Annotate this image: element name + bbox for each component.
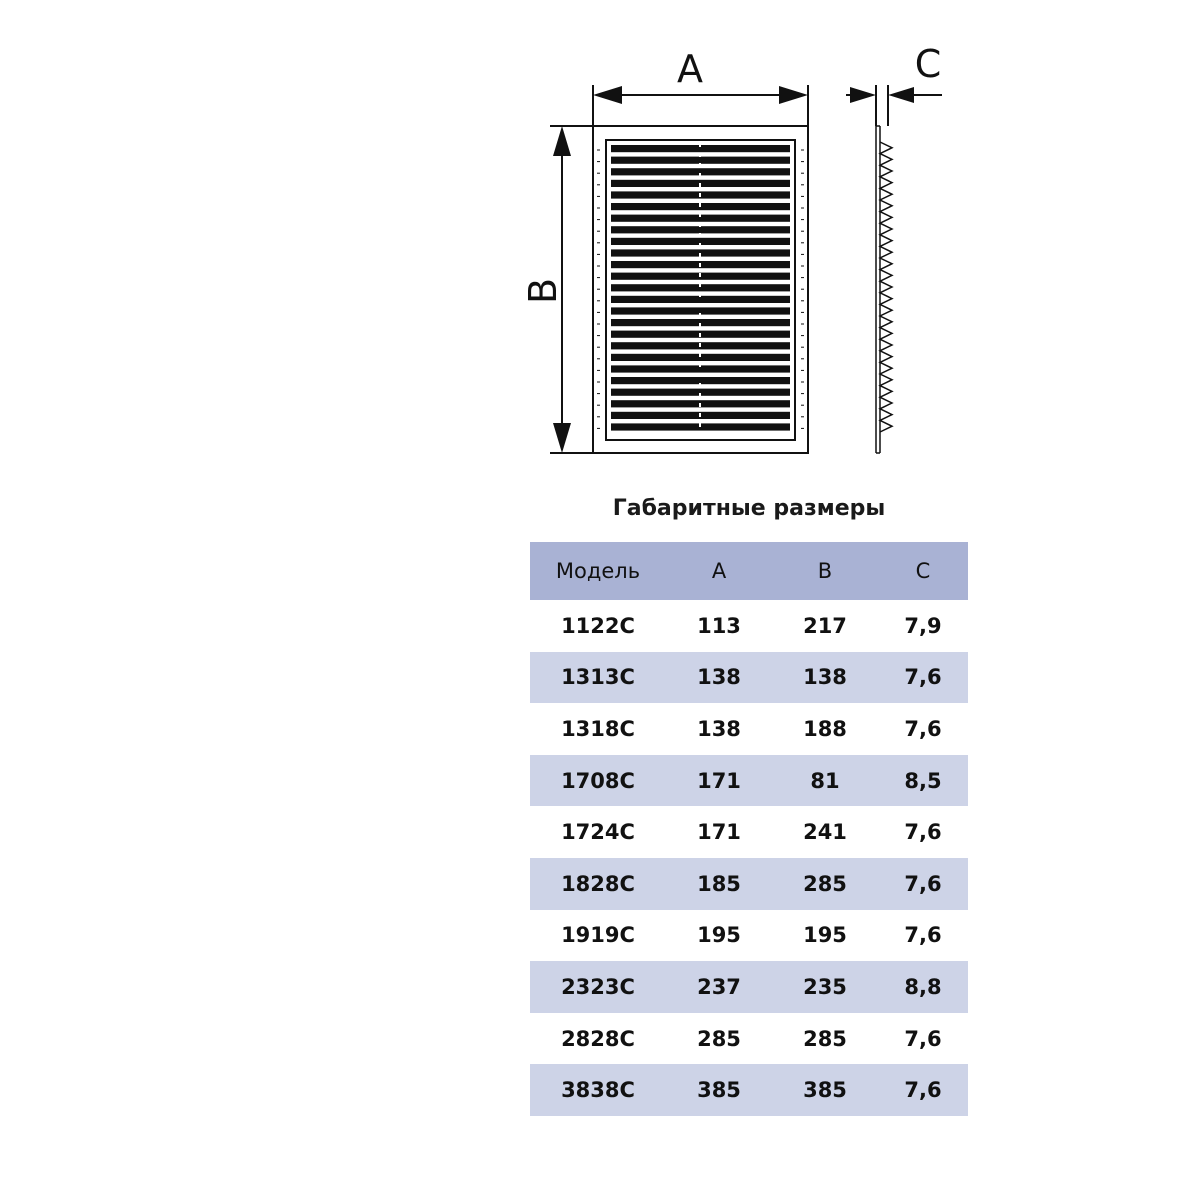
arrowhead-b-bottom: [553, 423, 571, 453]
table-row: [530, 858, 968, 910]
louver-slat: [611, 157, 790, 164]
cell-b: 138: [772, 652, 878, 704]
table-row: [530, 961, 968, 1013]
cell-c: 7,6: [878, 1064, 968, 1116]
header-a: A: [666, 542, 772, 600]
arrowhead-b-top: [553, 126, 571, 156]
arrowhead-c-right: [888, 87, 914, 103]
cell-a: 185: [666, 858, 772, 910]
cell-c: 7,6: [878, 652, 968, 704]
cell-b: 285: [772, 858, 878, 910]
table-title: Габаритные размеры: [612, 496, 886, 521]
cell-a: 195: [697, 923, 741, 948]
cell-c: 8,5: [878, 755, 968, 807]
cell-a: 171: [697, 820, 741, 845]
label-b: B: [521, 277, 565, 305]
cell-a: 285: [697, 1026, 741, 1051]
cell-a: 385: [666, 1064, 772, 1116]
cell-model: 2323C: [530, 961, 666, 1013]
cell-model: 1919C: [561, 923, 635, 948]
cell-c: 7,6: [904, 923, 942, 948]
cell-b: 217: [803, 613, 847, 638]
cell-b: 188: [803, 716, 847, 741]
cell-b: 195: [803, 923, 847, 948]
cell-b: 235: [772, 961, 878, 1013]
table-row: [530, 652, 968, 704]
cell-c: 7,6: [904, 820, 942, 845]
cell-c: 7,9: [904, 613, 942, 638]
cell-a: 113: [697, 613, 741, 638]
header-b: B: [772, 542, 878, 600]
table-row: [530, 1013, 968, 1065]
arrowhead-a-left: [593, 86, 622, 104]
cell-c: 7,6: [878, 858, 968, 910]
cell-a: 171: [666, 755, 772, 807]
table-header-row: [530, 542, 968, 600]
cell-model: 2828C: [561, 1026, 635, 1051]
side-fins: [880, 142, 892, 432]
cell-model: 1122C: [561, 613, 635, 638]
label-c: C: [914, 42, 942, 86]
cell-model: 1708C: [530, 755, 666, 807]
cell-c: 8,8: [878, 961, 968, 1013]
table-row: [530, 755, 968, 807]
cell-c: 7,6: [904, 1026, 942, 1051]
table-row: [530, 806, 968, 858]
header-model: Модель: [530, 542, 666, 600]
table-row: [530, 600, 968, 652]
cell-b: 241: [803, 820, 847, 845]
table-row: [530, 1064, 968, 1116]
cell-b: 285: [803, 1026, 847, 1051]
grille-front-view: [593, 126, 808, 453]
arrowhead-c-left: [850, 87, 876, 103]
table-row: [530, 703, 968, 755]
cell-a: 138: [666, 652, 772, 704]
grille-side-view: [876, 126, 892, 453]
cell-a: 237: [666, 961, 772, 1013]
cell-model: 1828C: [530, 858, 666, 910]
cell-model: 3838C: [530, 1064, 666, 1116]
cell-model: 1313C: [530, 652, 666, 704]
cell-model: 1724C: [561, 820, 635, 845]
arrowhead-a-right: [779, 86, 808, 104]
cell-model: 1318C: [561, 716, 635, 741]
cell-c: 7,6: [904, 716, 942, 741]
louver-slat: [611, 226, 790, 233]
label-a: A: [677, 47, 703, 91]
table-row: [530, 910, 968, 962]
cell-b: 81: [772, 755, 878, 807]
grille-dimension-drawing: [0, 0, 1200, 470]
cell-b: 385: [772, 1064, 878, 1116]
header-c: C: [878, 542, 968, 600]
cell-a: 138: [697, 716, 741, 741]
dimension-a: [593, 85, 808, 128]
dimensions-table: [530, 542, 968, 1116]
